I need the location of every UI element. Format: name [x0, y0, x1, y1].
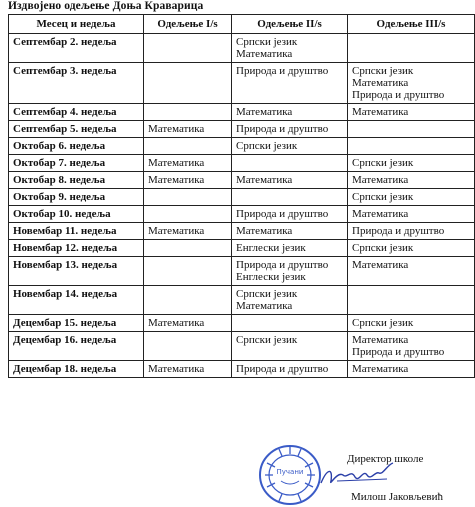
class-3-cell — [348, 34, 475, 63]
table-row — [9, 104, 475, 121]
subject-entry: Математика — [352, 106, 409, 118]
class-1-cell — [144, 189, 232, 206]
subject-entry: Природа и друштво — [352, 346, 445, 358]
subject-entry: Природа и друштво — [236, 259, 329, 271]
document-title: Издвојено одељење Доња Краварица — [8, 0, 204, 12]
class-2-cell — [232, 257, 348, 286]
table-row — [9, 257, 475, 286]
week-cell: Септембар 4. недеља — [9, 104, 144, 121]
subject-entry: Математика — [236, 48, 293, 60]
class-3-cell — [348, 223, 475, 240]
week-cell: Септембар 5. недеља — [9, 121, 144, 138]
handwritten-signature-icon — [317, 461, 397, 491]
class-3-cell — [348, 155, 475, 172]
class-3-cell — [348, 361, 475, 378]
subject-entry: Математика — [236, 106, 293, 118]
class-3-cell — [348, 63, 475, 104]
class-1-cell — [144, 104, 232, 121]
seal-text: Пучани — [276, 468, 304, 476]
table-row — [9, 63, 475, 104]
director-name: Милош Јаковљевић — [351, 491, 443, 503]
subject-entry: Енглески језик — [236, 242, 306, 254]
week-cell: Децембар 18. недеља — [9, 361, 144, 378]
class-3-cell — [348, 172, 475, 189]
subject-entry: Српски језик — [236, 334, 298, 346]
subject-entry: Природа и друштво — [352, 225, 445, 237]
class-3-cell — [348, 240, 475, 257]
subject-entry: Српски језик — [352, 242, 414, 254]
class-1-cell — [144, 240, 232, 257]
subject-entry: Српски језик — [236, 288, 298, 300]
class-1-cell — [144, 138, 232, 155]
subject-entry: Природа и друштво — [236, 65, 329, 77]
subject-entry: Математика — [148, 174, 205, 186]
subject-entry: Математика — [236, 174, 293, 186]
director-label: Директор школе — [347, 453, 424, 465]
class-2-cell — [232, 189, 348, 206]
class-3-cell — [348, 332, 475, 361]
week-cell: Октобар 7. недеља — [9, 155, 144, 172]
subject-entry: Српски језик — [352, 191, 414, 203]
class-1-cell — [144, 286, 232, 315]
class-2-cell — [232, 361, 348, 378]
class-1-cell — [144, 155, 232, 172]
class-2-cell — [232, 138, 348, 155]
week-cell: Октобар 8. недеља — [9, 172, 144, 189]
schedule-table — [8, 14, 475, 378]
class-2-cell — [232, 223, 348, 240]
table-row — [9, 206, 475, 223]
class-1-cell — [144, 121, 232, 138]
week-cell: Новембар 14. недеља — [9, 286, 144, 315]
subject-entry: Математика — [352, 363, 409, 375]
class-2-cell — [232, 121, 348, 138]
subject-entry: Енглески језик — [236, 271, 306, 283]
subject-entry: Српски језик — [352, 65, 414, 77]
table-row — [9, 155, 475, 172]
subject-entry: Математика — [148, 123, 205, 135]
header-class-1: Одељење I/s — [144, 15, 232, 34]
class-3-cell — [348, 315, 475, 332]
subject-entry: Математика — [352, 208, 409, 220]
class-1-cell — [144, 206, 232, 223]
class-2-cell — [232, 206, 348, 223]
class-2-cell — [232, 240, 348, 257]
week-cell: Новембар 11. недеља — [9, 223, 144, 240]
class-2-cell — [232, 155, 348, 172]
class-3-cell — [348, 286, 475, 315]
class-1-cell — [144, 361, 232, 378]
subject-entry: Математика — [352, 259, 409, 271]
week-cell: Новембар 12. недеља — [9, 240, 144, 257]
table-row — [9, 286, 475, 315]
subject-entry: Математика — [352, 77, 409, 89]
header-class-3: Одељење III/s — [348, 15, 475, 34]
header-month-week: Месец и недеља — [9, 15, 144, 34]
subject-entry: Математика — [148, 363, 205, 375]
table-row — [9, 172, 475, 189]
class-1-cell — [144, 63, 232, 104]
subject-entry: Српски језик — [236, 36, 298, 48]
subject-entry: Природа и друштво — [236, 123, 329, 135]
class-3-cell — [348, 257, 475, 286]
class-2-cell — [232, 332, 348, 361]
table-row — [9, 240, 475, 257]
schedule-body — [9, 34, 475, 378]
header-class-2: Одељење II/s — [232, 15, 348, 34]
table-row — [9, 223, 475, 240]
class-1-cell — [144, 332, 232, 361]
subject-entry: Математика — [148, 225, 205, 237]
subject-entry: Математика — [148, 157, 205, 169]
subject-entry: Математика — [148, 317, 205, 329]
week-cell: Децембар 15. недеља — [9, 315, 144, 332]
class-2-cell — [232, 104, 348, 121]
subject-entry: Математика — [352, 334, 409, 346]
class-3-cell — [348, 104, 475, 121]
week-cell: Децембар 16. недеља — [9, 332, 144, 361]
subject-entry: Српски језик — [236, 140, 298, 152]
header-row — [9, 15, 475, 34]
subject-entry: Математика — [352, 174, 409, 186]
table-row — [9, 34, 475, 63]
class-1-cell — [144, 34, 232, 63]
week-cell: Октобар 6. недеља — [9, 138, 144, 155]
week-cell: Октобар 9. недеља — [9, 189, 144, 206]
table-row — [9, 332, 475, 361]
class-2-cell — [232, 315, 348, 332]
week-cell: Октобар 10. недеља — [9, 206, 144, 223]
week-cell: Септембар 3. недеља — [9, 63, 144, 104]
week-cell: Септембар 2. недеља — [9, 34, 144, 63]
signature-block — [255, 443, 475, 507]
subject-entry: Природа и друштво — [236, 363, 329, 375]
table-row — [9, 361, 475, 378]
school-seal-icon — [257, 443, 323, 507]
table-row — [9, 189, 475, 206]
class-1-cell — [144, 172, 232, 189]
table-row — [9, 138, 475, 155]
subject-entry: Математика — [236, 300, 293, 312]
subject-entry: Природа и друштво — [352, 89, 445, 101]
class-3-cell — [348, 121, 475, 138]
subject-entry: Природа и друштво — [236, 208, 329, 220]
class-2-cell — [232, 172, 348, 189]
class-1-cell — [144, 257, 232, 286]
week-cell: Новембар 13. недеља — [9, 257, 144, 286]
class-3-cell — [348, 206, 475, 223]
class-3-cell — [348, 189, 475, 206]
table-row — [9, 315, 475, 332]
class-1-cell — [144, 315, 232, 332]
subject-entry: Српски језик — [352, 157, 414, 169]
class-2-cell — [232, 34, 348, 63]
class-2-cell — [232, 63, 348, 104]
class-3-cell — [348, 138, 475, 155]
class-1-cell — [144, 223, 232, 240]
class-2-cell — [232, 286, 348, 315]
table-row — [9, 121, 475, 138]
subject-entry: Математика — [236, 225, 293, 237]
subject-entry: Српски језик — [352, 317, 414, 329]
